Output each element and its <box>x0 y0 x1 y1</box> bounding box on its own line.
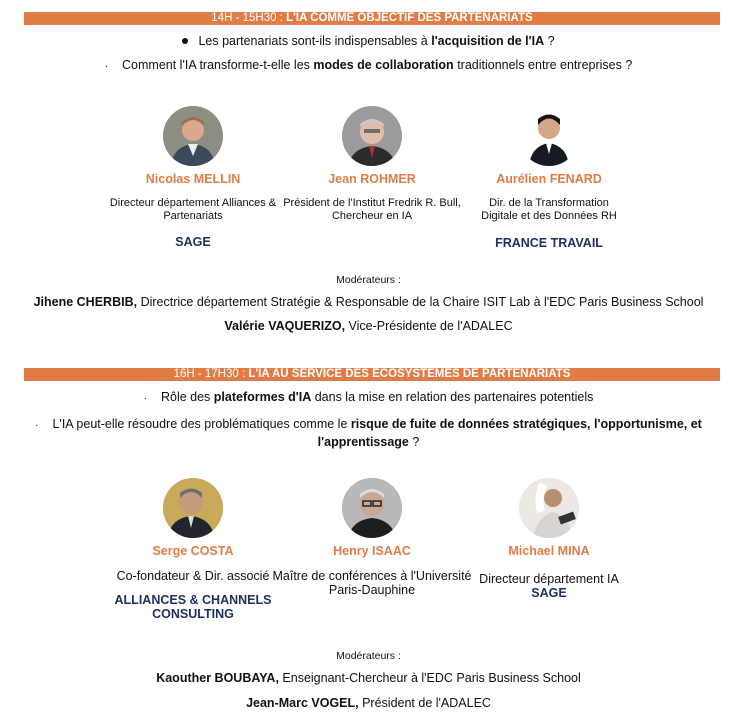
moderators-label: Modérateurs : <box>336 274 401 286</box>
moderator-line: Kaouther BOUBAYA, Enseignant-Chercheur à l'EDC Paris Business School <box>156 671 581 685</box>
session2-time: 16H - 17H30 : <box>173 368 246 380</box>
speaker-org: FRANCE TRAVAIL <box>495 236 603 250</box>
bullet-icon: · <box>104 61 109 72</box>
speaker-card <box>449 478 649 600</box>
speaker-card <box>93 106 293 249</box>
session2-question-1: · Rôle des plateformes d'IA dans la mise en relation des partenaires potentiels <box>0 389 737 407</box>
session2-title: L'IA AU SERVICE DES ECOSYSTEMES DE PARTENARIATS <box>248 368 571 380</box>
avatar <box>163 106 223 166</box>
speaker-role: Maître de conférences à l'Université Paris-Dauphine <box>272 569 472 597</box>
session1-question-2: · Comment l'IA transforme-t-elle les modes de collaboration traditionnels entre entreprises ? <box>0 57 737 75</box>
bullet-icon: · <box>35 420 39 431</box>
avatar <box>342 478 402 538</box>
moderator-line: Valérie VAQUERIZO, Vice-Présidente de l'ADALEC <box>224 319 513 333</box>
avatar <box>519 106 579 166</box>
speaker-org: SAGE <box>175 235 211 249</box>
avatar <box>342 106 402 166</box>
speaker-name: Jean ROHMER <box>328 172 416 186</box>
speaker-card <box>449 106 649 250</box>
speaker-org: SAGE <box>531 586 567 600</box>
speaker-role: Directeur département Alliances & Partenariats <box>109 197 277 222</box>
speaker-role: Co-fondateur & Dir. associé <box>116 569 270 583</box>
speaker-role: Dir. de la Transformation Digitale et des Données RH <box>481 197 617 222</box>
moderators-label: Modérateurs : <box>336 650 401 662</box>
speaker-card <box>272 106 472 223</box>
speaker-role: Directeur département IA <box>479 572 619 586</box>
session1-banner <box>24 12 720 25</box>
bullet-icon: · <box>143 393 147 404</box>
session1-question-1: Les partenariats sont-ils indispensables à l'acquisition de l'IA ? <box>0 33 737 50</box>
avatar <box>163 478 223 538</box>
speaker-org: ALLIANCES & CHANNELS CONSULTING <box>114 593 272 621</box>
bullet-icon <box>182 38 188 44</box>
session1-title: L'IA COMME OBJECTIF DES PARTENARIATS <box>286 12 533 24</box>
speaker-name: Michael MINA <box>508 544 590 558</box>
session1-time: 14H - 15H30 : <box>211 12 283 24</box>
speaker-card <box>93 478 293 621</box>
session2-banner <box>24 368 720 381</box>
speaker-name: Serge COSTA <box>152 544 234 558</box>
moderator-line: Jean-Marc VOGEL, Président de l'ADALEC <box>246 696 491 710</box>
session2-question-2: · L'IA peut-elle résoudre des problématiques comme le risque de fuite de données stratégiques, l'opportunisme, et l'apprentissage ? <box>35 417 702 449</box>
speaker-name: Henry ISAAC <box>333 544 411 558</box>
speaker-card <box>272 478 472 597</box>
moderator-line: Jihene CHERBIB, Directrice département Stratégie & Responsable de la Chaire ISIT Lab à l'EDC Paris Business School <box>33 295 704 309</box>
speaker-role: Président de l'Institut Fredrik R. Bull, Chercheur en IA <box>283 197 461 222</box>
speaker-name: Nicolas MELLIN <box>145 172 241 186</box>
speaker-name: Aurélien FENARD <box>496 172 602 186</box>
avatar <box>519 478 579 538</box>
